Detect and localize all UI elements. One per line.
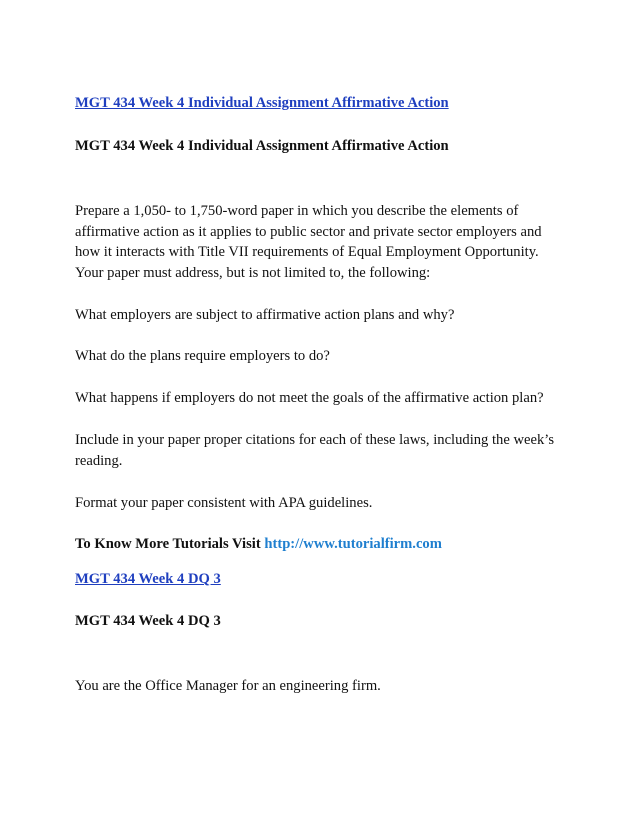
question-1: What employers are subject to affirmative action plans and why? (75, 307, 455, 323)
dq-link[interactable] (75, 570, 221, 588)
citations-line: reading. (75, 453, 123, 469)
assignment-link-text[interactable]: MGT 434 Week 4 Individual Assignment Affirmative Action (75, 95, 449, 111)
dq-heading: MGT 434 Week 4 DQ 3 (75, 613, 221, 629)
visit-text: To Know More Tutorials Visit (75, 536, 261, 552)
assignment-heading: MGT 434 Week 4 Individual Assignment Affirmative Action (75, 138, 449, 154)
question-2: What do the plans require employers to do? (75, 348, 330, 364)
assignment-link[interactable] (75, 94, 449, 112)
paragraph-line: Prepare a 1,050- to 1,750-word paper in which you describe the elements of (75, 203, 519, 219)
paragraph-line: how it interacts with Title VII requirements of Equal Employment Opportunity. (75, 244, 539, 260)
tutorial-url-link[interactable]: http://www.tutorialfirm.com (264, 536, 442, 552)
dq-link-text[interactable]: MGT 434 Week 4 DQ 3 (75, 571, 221, 587)
format-instruction: Format your paper consistent with APA guidelines. (75, 495, 373, 511)
dq-paragraph: You are the Office Manager for an engineering firm. (75, 678, 381, 694)
paragraph-line: affirmative action as it applies to public sector and private sector employers and (75, 224, 542, 240)
visit-line (75, 535, 442, 553)
citations-line: Include in your paper proper citations for each of these laws, including the week’s (75, 432, 554, 448)
paragraph-line: Your paper must address, but is not limited to, the following: (75, 265, 431, 281)
question-3: What happens if employers do not meet the goals of the affirmative action plan? (75, 390, 544, 406)
